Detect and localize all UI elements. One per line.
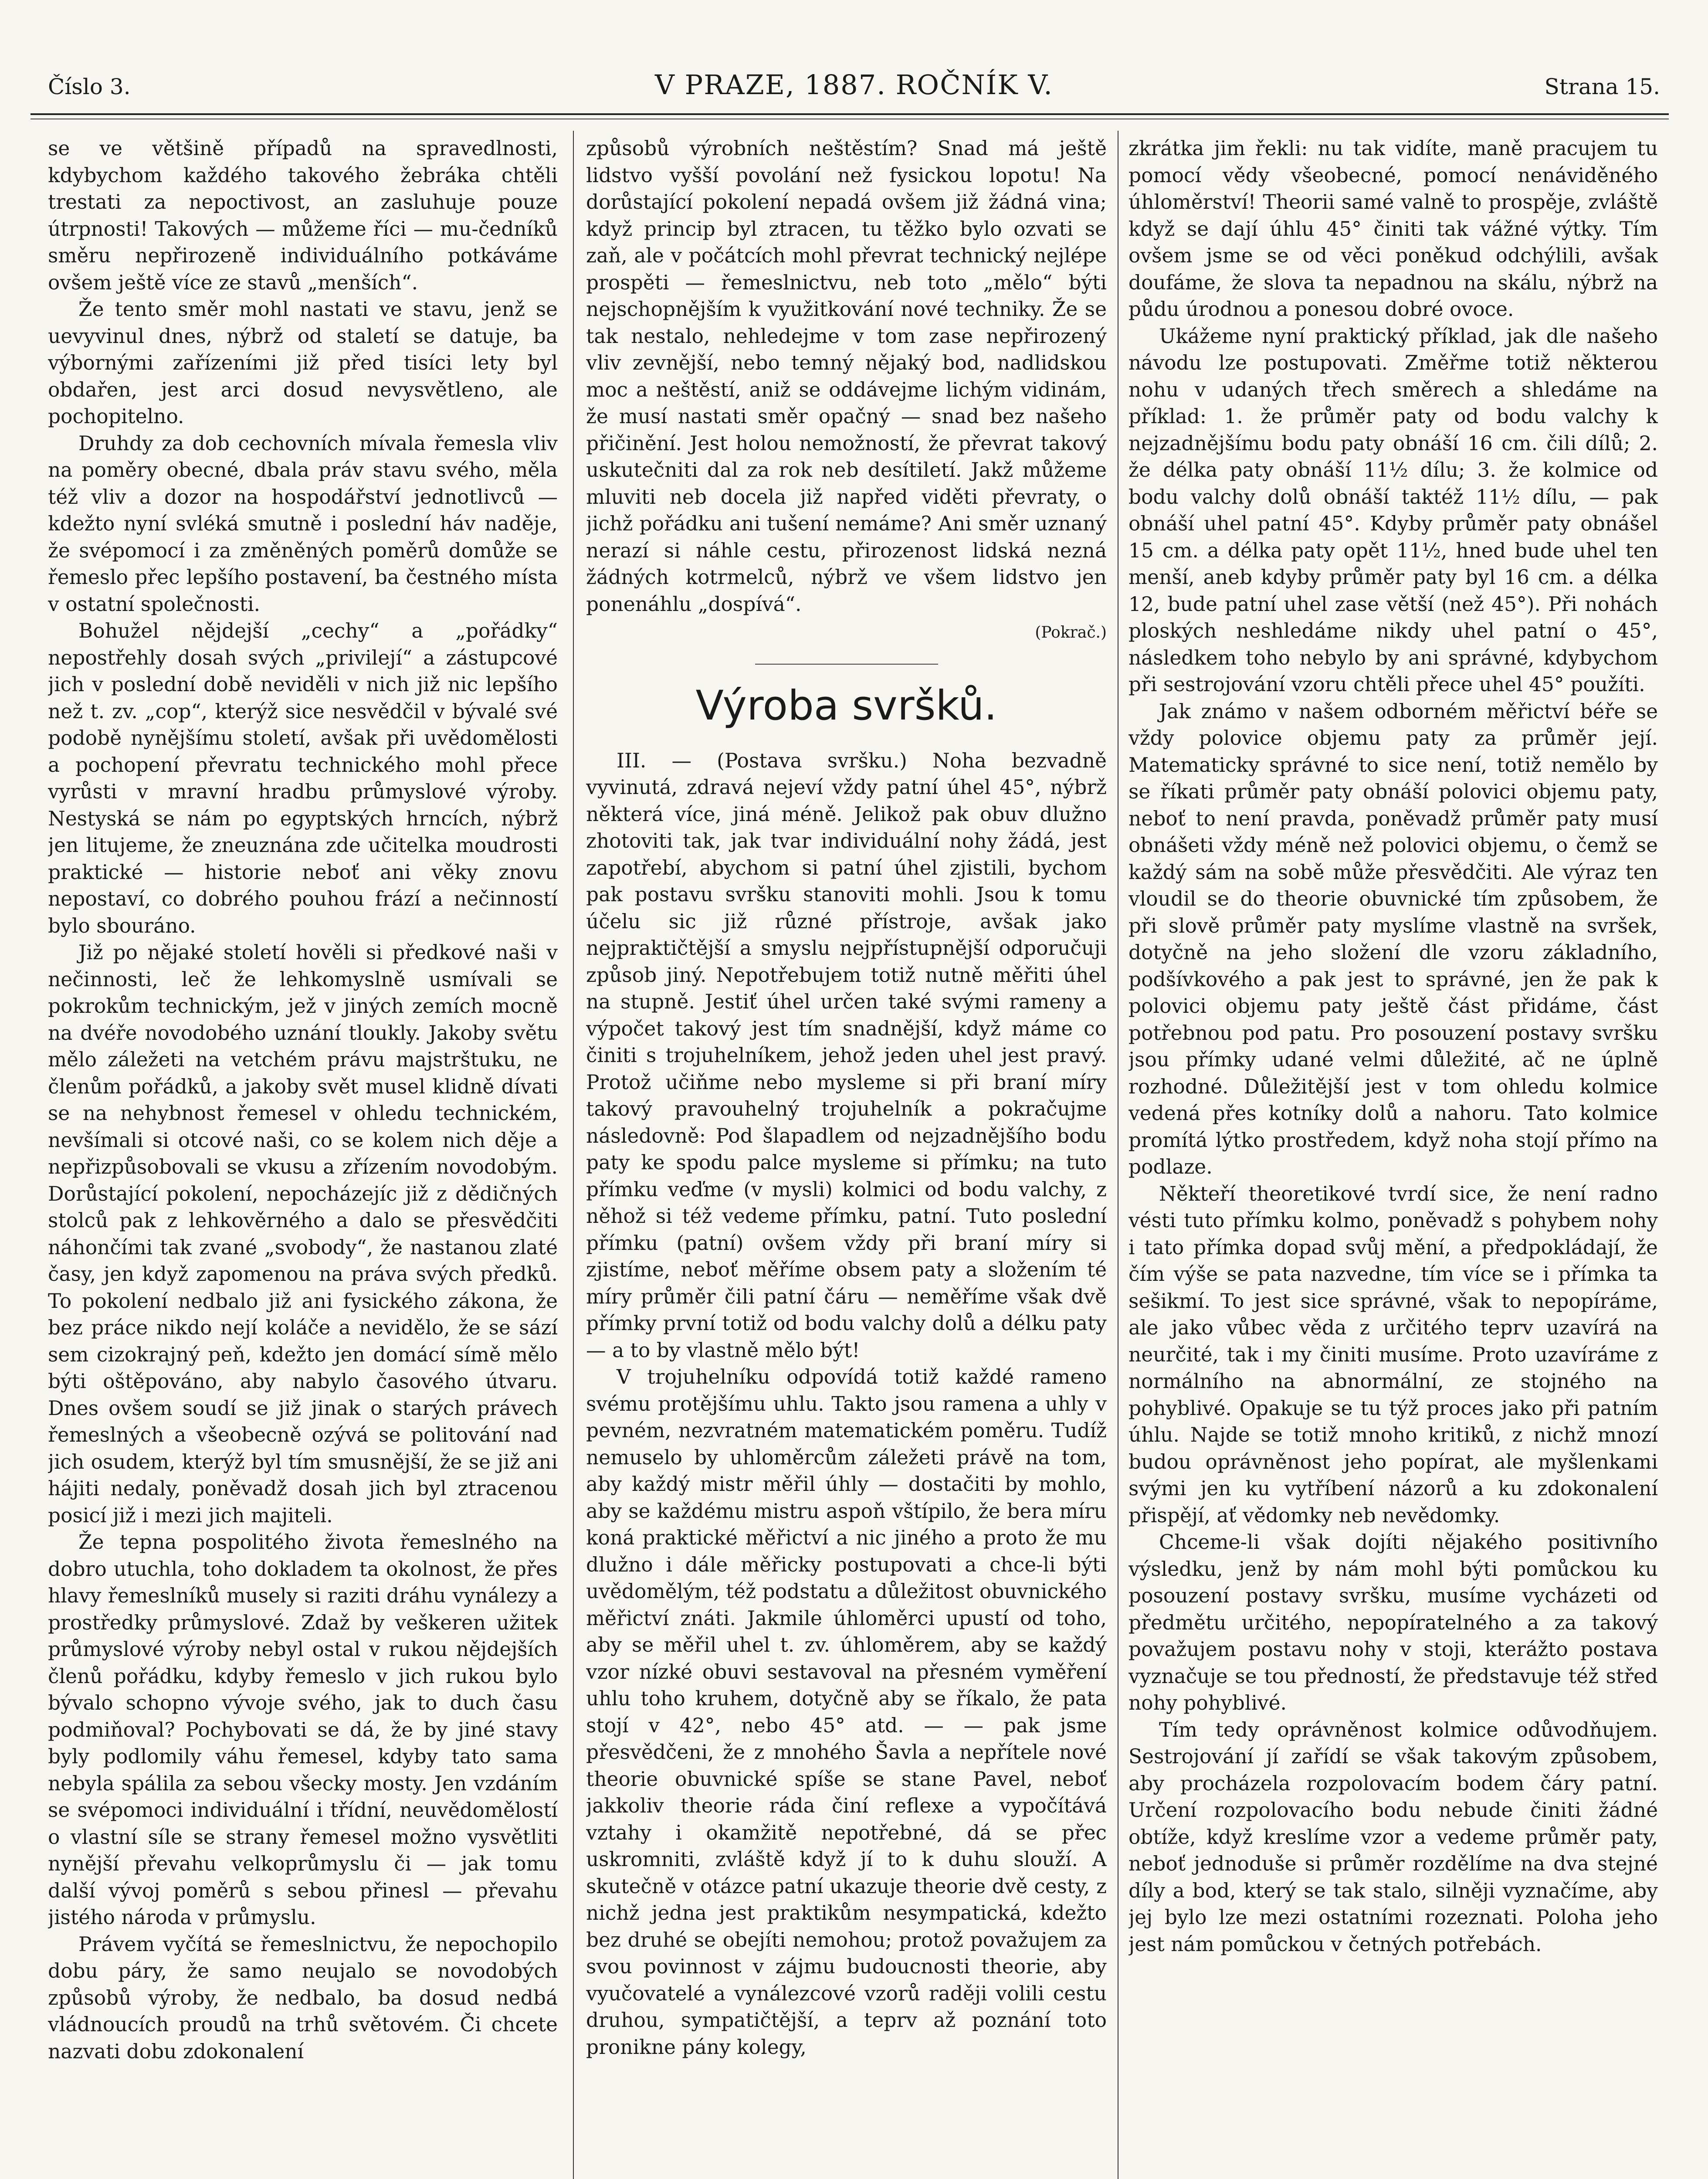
column-1 [48,135,558,2179]
issue-number: Číslo 3. [48,74,131,99]
page-number: Strana 15. [1544,74,1660,99]
continued-note: (Pokrač.) [1035,624,1107,641]
header-rule [30,113,1669,115]
column-3 [1128,135,1658,2179]
column-divider-1 [573,131,574,2179]
paragraph: Bohužel nějdejší „cechy“ a „pořádky“ nepostřehly dosah svých „privilejí“ a zástupcové jich v poslední době neviděli v nich již nic lepšího než t. zv. „cop“, kterýž sice nesvědčil v bývalé své podobě nynějšímu století, avšak při uvědomělosti a pochopení převratu technického mohl přece vyrůsti v mravní hradbu průmyslové výroby. Nestyská se nám po egyptských hrncích, nýbrž jen litujeme, že zneuznána zde učitelka moudrosti praktické — historie neboť ani věky znovu nepostaví, co dobrého pouhou frází a nečinností bylo sbouráno. [48,619,558,937]
paragraph: Druhdy za dob cechovních mívala řemesla vliv na poměry obecné, dbala práv stavu svého, měla též vliv a dozor na hospodářství jednotlivců — kdežto nyní svléká smutně i poslední háv naděje, že svépomocí i za změněných poměrů domůže se řemeslo přec lepšího postavení, ba čestného místa v ostatní společnosti. [48,431,558,616]
paragraph: Ukážeme nyní praktický příklad, jak dle našeho návodu lze postupovati. Změřme totiž některou nohu v udaných třech směrech a shledáme na příklad: 1. že průměr paty od bodu valchy k nejzadnějšímu bodu paty obnáší 16 cm. čili dílů; 2. že délka paty obnáší 11½ dílu; 3. že kolmice od bodu valchy dolů obnáší taktéž 11½ dílu, — pak obnáší uhel patní 45°. Kdyby průměr paty obnášel 15 cm. a délka paty opět 11½, hned bude uhel ten menší, aneb kdyby průměr paty byl 16 cm. a délka 12, bude patní uhel zase větší (než 45°). Při nohách ploských neshledáme nikdy uhel patní o 45°, následkem toho nebylo by ani správné, kdybychom při sestrojování vzoru chtěli přece uhel 45° použíti. [1128,324,1658,696]
article-separator [755,664,938,665]
paragraph: Tím tedy oprávněnost kolmice odůvodňujem. Sestrojování jí zařídí se však takovým způsobem, aby procházela rozpolovacím bodem čáry patní. Určení rozpolovacího bodu nebude činiti žádné obtíže, když kreslíme vzor a vedeme průměr paty, neboť jednoduše si průměr rozdělíme na dva stejné díly a bod, který se tak stalo, silněji vyznačíme, aby jej bylo lze mezi ostatními rozeznati. Poloha jeho jest nám pomůckou v četných potřebách. [1128,1718,1658,1956]
paragraph: Jak známo v našem odborném měřictví béře se vždy polovice objemu paty za průměr její. Matematicky správné to sice není, totiž nemělo by se říkati průměr paty obnáší polovici objemu paty, neboť to není pravda, poněvadž průměr paty musí obnášeti vždy méně než polovici objemu, o čemž se každý sám na sobě může přesvědčiti. Ale výraz ten vloudil se do theorie obuvnické tím způsobem, že při slově průměr paty myslíme vlastně na svršek, dotyčně na jeho složení dle vzoru základního, podšívkového a pak jest to správné, jen že pak k polovici objemu paty ještě část přidáme, část potřebnou pod patu. Pro posouzení postavy svršku jsou přímky udané velmi důležité, ač ne úplně rozhodné. Důležitější jest v tom ohledu kolmice vedená přes kotníky dolů a nahoru. Tato kolmice promítá lýtko prostředem, když noha stojí přímo na podlaze. [1128,699,1658,1178]
paragraph: zkrátka jim řekli: nu tak vidíte, maně pracujem tu pomocí vědy všeobecné, pomocí nenáviděného úhloměrství! Theorii samé valně to prospěje, zvláště když se dají úhlu 45° činiti tak vážné výtky. Tím ovšem jsme se od věci poněkud odchýlili, avšak doufáme, že slova ta nepadnou na skálu, nýbrž na půdu úrodnou a ponesou dobré ovoce. [1128,137,1658,321]
article-title: Výroba svršků. [695,682,997,730]
paragraph: Chceme-li však dojíti nějakého positivního výsledku, jenž by nám mohl býti pomůckou ku posouzení postavy svršku, musíme vycházeti od předmětu určitého, nepopíratelného a za takový považujem postavu nohy v stoji, kterážto postava vyznačuje se tou předností, že představuje též střed nohy pohyblivé. [1128,1531,1658,1714]
paragraph: Právem vyčítá se řemeslnictvu, že nepochopilo dobu páry, že samo neujalo se novodobých způsobů výroby, že nedbalo, ba dosud nedbá vládnoucích proudů na trhů světovém. Či chcete nazvati dobu zdokonalení [48,1932,558,2063]
paragraph: V trojuhelníku odpovídá totiž každé rameno svému protějšímu uhlu. Takto jsou ramena a uhly v pevném, nezvratném matematickém poměru. Tudíž nemuselo by uhloměrcům záležeti právě na tom, aby každý mistr měřil úhly — dostačiti by mohlo, aby se každému mistru aspoň vštípilo, že bera míru koná praktické měřictví a nic jiného a proto že mu dlužno i dále měřicky postupovati a chce-li býti uvědomělým, též podstatu a důležitost obuvnického měřictví znáti. Jakmile úhloměrci upustí od toho, aby se měřil uhel t. zv. úhloměrem, aby se každý vzor nízké obuvi sestavoval na přesném vyměření uhlu toho kruhem, dotyčně aby se říkalo, že pata stojí v 42°, nebo 45° atd. — — pak jsme přesvědčeni, že z mnohého Šavla a nepřítele nové theorie obuvnické spíše se stane Pavel, neboť jakkoliv theorie ráda činí reflexe a vypočítává vztahy i okamžitě nepotřebné, dá se přec uskromniti, zvláště když jí to k duhu slouží. A skutečně v otázce patní ukazuje theorie dvě cesty, z nichž jedna jest praktikům nesympatická, kdežto bez druhé se obejíti nemohou; protož považujem za svou povinnost v zájmu budoucnosti theorie, aby vyučovatelé a vynálezcové vzorů raději volili cestu druhou, sympatičtější, a teprv až poznání toto pronikne pány kolegy, [586,1365,1107,2059]
masthead-date-volume: V PRAZE, 1887. ROČNÍK V. [655,69,1053,101]
page-header [48,65,1660,100]
paragraph: Že tento směr mohl nastati ve stavu, jenž se uevyvinul dnes, nýbrž od staletí se datuje, ba výbornými zařízeními již před tisíci lety byl obdařen, jest arci dosud nevysvětleno, ale pochopitelno. [48,298,558,428]
paragraph: Někteří theoretikové tvrdí sice, že není radno vésti tuto přímku kolmo, poněvadž s pohybem nohy i tato přímka dopad svůj mění, a předpokládají, že čím výše se pata nazvedne, tím více se i přímka ta sešikmí. To jest sice správné, však to nepopíráme, ale jako vůbec věda z určitého teprv uzavírá na neurčité, tak i my činiti musíme. Proto uzavíráme z normálního na abnormální, ze stojného na pohyblivé. Opakuje se tu týž proces jako při patním úhlu. Najde se totiž mnoho kritiků, z nichž mnozí budou oprávněnost jeho popírat, ale myšlenkami svými jen ku vytříbení názorů a ku zdokonalení přispějí, ať vědomky neb nevědomky. [1128,1182,1658,1527]
paragraph: se ve většině případů na spravedlnosti, kdybychom každého takového žebráka chtěli trestati za nepoctivost, an zasluhuje pouze útrpnosti! Takových — můžeme říci — mu-čedníků směru nepřirozeně individuálního potkáváme ovšem ještě více ze stavů „menších“. [48,137,558,294]
paragraph: III. — (Postava svršku.) Noha bezvadně vyvinutá, zdravá nejeví vždy patní úhel 45°, nýbrž některá více, jiná méně. Jelikož pak obuv dlužno zhotoviti tak, jak tvar individuální nohy žádá, jest zapotřebí, abychom si patní úhel zjistili, bychom pak postavu svršku stanoviti mohli. Jsou k tomu účelu sic již různé přístroje, avšak jako nejpraktičtější a smyslu nejpřístupnější odporučuji způsob jiný. Nepotřebujem totiž nutně měřiti úhel na stupně. Jestiť úhel určen také svými rameny a výpočet takový jest tím snadnější, když máme co činiti s trojuhelníkem, jehož jeden uhel jest pravý. Protož učiňme nebo mysleme si při braní míry takový pravouhelný trojuhelník a pokračujme následovně: Pod šlapadlem od nejzadnějšího bodu paty ke spodu palce mysleme si přímku; na tuto přímku veďme (v mysli) kolmici od bodu valchy, z něhož si též vedeme přímku, patní. Tuto poslední přímku (patní) ovšem vždy při braní míry si zjistíme, neboť měříme obsem paty a složením té míry průměr čili patní čáru — neměříme však dvě přímky první totiž od bodu valchy dolů a délku paty — a to by vlastně mělo být! [586,749,1107,1362]
column-2 [586,135,1107,2179]
paragraph: Již po nějaké století hověli si předkové naši v nečinnosti, leč že lehkomyslně usmívali se pokrokům technickým, jež v jiných zemích mocně na dvéře novodobého uznání tloukly. Jakoby světu mělo záležeti na vetchém právu majstrštuku, ne členům pořádků, a jakoby svět musel klidně dívati se na nehybnost řemesel v ohledu technickém, nevšímali si otcové naši, co se kolem nich děje a nepřizpůsobovali se vkusu a zřízením novodobým. Dorůstající pokolení, nepocházejíc již z dědičných stolců pak z lehkověrného a dalo se přesvědčiti náhončími tak zvané „svobody“, že nastanou zlaté časy, jen když zapomenou na práva svých předků. To pokolení nedbalo již ani fysického zákona, že bez práce nikdo nejí koláče a nevidělo, že se sází sem cizokrajný peň, kdežto jen domácí símě mělo býti oštěpováno, aby nabylo časového útvaru. Dnes ovšem soudí se již jinak o starých právech řemeslných a všeobecně ozývá se politování nad jich osudem, kterýž byl tím smusnější, že se již ani hájiti nedaly, poněvadž dosah jich byl ztracenou posicí již i mezi jich majiteli. [48,941,558,1527]
paragraph: Že tepna pospolitého života řemeslného na dobro utuchla, toho dokladem ta okolnost, že přes hlavy řemeslníků musely si raziti dráhu vynálezy a prostředky průmyslové. Zdaž by veškeren užitek průmyslové výroby nebyl ostal v rukou nějdejších členů pořádku, kdyby řemeslo v jich rukou bylo bývalo schopno vývoje svého, jak to duch času podmiňoval? Pochybovati se dá, že by jiné stavy byly podlomily váhu řemesel, kdyby tato sama nebyla spálila za sebou všecky mosty. Jen vzdáním se svépomoci individuální i třídní, neuvědomělostí o vlastní síle se strany řemesel možno vysvětliti nynější převahu velkoprůmyslu či — jak tomu další vývoj poměrů s sebou přinesl — převahu jistého národa v průmyslu. [48,1531,558,1929]
paragraph: způsobů výrobních neštěstím? Snad má ještě lidstvo vyšší povolání než fysickou lopotu! Na dorůstající pokolení nepadá ovšem již žádná vina; když princip byl ztracen, tu těžko bylo ozvati se zaň, ale v počátcích mohl převrat technický nejlépe prospěti — řemeslnictvu, neb toto „mělo“ býti nejschopnějším k využitkování nové techniky. Že se tak nestalo, nehledejme v tom zase nepřirozený vliv zevnější, nebo temný nějaký bod, nadlidskou moc a neštěstí, aniž se oddávejme lichým vidinám, že musí nastati směr opačný — snad bez našeho přičinění. Jest holou nemožností, že převrat takový uskutečniti dal za rok neb desítiletí. Jakž můžeme mluviti neb docela již napřed viděti převraty, o jichž pořádku ani tušení nemáme? Ani směr uznaný nerazí si náhle cestu, přirozenost lidská nezná žádných kotrmelců, nýbrž ve všem lidstvo jen ponenáhlu „dospívá“. [586,137,1107,616]
